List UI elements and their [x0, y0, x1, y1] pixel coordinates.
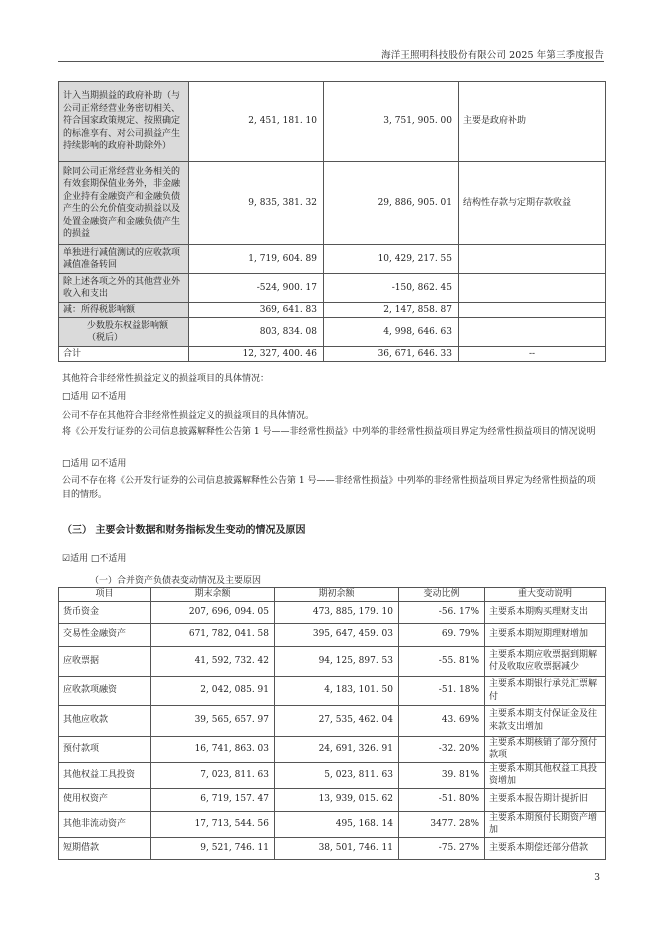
item-name: 交易性金融资产: [59, 623, 151, 646]
item-name: 使用权资产: [59, 788, 151, 811]
change-note: 主要系本期购买理财支出: [485, 601, 606, 623]
change-ratio: -55. 81%: [399, 646, 485, 676]
table-row: [59, 601, 606, 623]
row-label: 单独进行减值测试的应收款项减值准备转回: [59, 245, 189, 274]
end-balance: 7, 023, 811. 63: [151, 762, 275, 788]
ytd-value: -150, 862. 45: [324, 274, 459, 303]
row-note: [459, 318, 606, 347]
table-row: [59, 623, 606, 646]
table-row: [59, 676, 606, 705]
end-balance: 671, 782, 041. 58: [151, 623, 275, 646]
table-row: [59, 318, 606, 347]
other-items-statement: 公司不存在其他符合非经常性损益定义的损益项目的具体情况。: [62, 411, 315, 421]
change-note: 主要系本期应收票据到期解付及收取应收票据减少: [485, 646, 606, 676]
current-period-value: -524, 900. 17: [189, 274, 324, 303]
end-balance: 39, 565, 657. 97: [151, 705, 275, 736]
change-ratio: -75. 27%: [399, 837, 485, 859]
row-note: [459, 245, 606, 274]
ytd-value: 2, 147, 858. 87: [324, 303, 459, 318]
end-balance: 2, 042, 085. 91: [151, 676, 275, 705]
end-balance: 16, 741, 863. 03: [151, 736, 275, 762]
table-header-row: [59, 588, 606, 602]
item-name: 应收款项融资: [59, 676, 151, 705]
column-header: 项目: [59, 588, 151, 602]
end-balance: 41, 592, 732. 42: [151, 646, 275, 676]
total-row: [59, 347, 606, 362]
change-ratio: 3477. 28%: [399, 811, 485, 837]
change-note: 主要系本期预付长期资产增加: [485, 811, 606, 837]
change-note: 主要系本报告期计提折旧: [485, 788, 606, 811]
row-note: [459, 274, 606, 303]
balance-sheet-subheading: （一）合并资产负债表变动情况及主要原因: [90, 576, 262, 586]
reclassification-statement: 公司不存在将《公开发行证券的公司信息披露解释性公告第 1 号——非经常性损益》中列举的非经常性损益项目界定为经常性损益的项目的情形。: [62, 476, 596, 500]
applicable-checkbox-3: ☑适用 □不适用: [62, 554, 127, 564]
column-header: 期末余额: [151, 588, 275, 602]
begin-balance: 495, 168. 14: [275, 811, 399, 837]
change-ratio: -51. 80%: [399, 788, 485, 811]
change-ratio: 69. 79%: [399, 623, 485, 646]
balance-sheet-change-table: [58, 587, 606, 860]
end-balance: 9, 521, 746. 11: [151, 837, 275, 859]
table-row: [59, 82, 606, 162]
item-name: 其他应收款: [59, 705, 151, 736]
change-ratio: -51. 18%: [399, 676, 485, 705]
change-note: 主要系本期核销了部分预付款项: [485, 736, 606, 762]
table-row: [59, 705, 606, 736]
change-ratio: -56. 17%: [399, 601, 485, 623]
report-header-title: 海洋王照明科技股份有限公司 2025 年第三季度报告: [381, 50, 604, 61]
row-note: 主要是政府补助: [459, 82, 606, 162]
applicable-checkbox-2: □适用 ☑不适用: [62, 459, 127, 469]
end-balance: 17, 713, 544. 56: [151, 811, 275, 837]
header-divider: [58, 61, 604, 62]
item-name: 应收票据: [59, 646, 151, 676]
table-row: [59, 303, 606, 318]
begin-balance: 5, 023, 811. 63: [275, 762, 399, 788]
row-label: 合计: [59, 347, 189, 362]
table-row: [59, 811, 606, 837]
row-label: 少数股东权益影响额（税后）: [59, 318, 189, 347]
current-period-value: 1, 719, 604. 89: [189, 245, 324, 274]
current-period-value: 9, 835, 381. 32: [189, 162, 324, 245]
begin-balance: 24, 691, 326. 91: [275, 736, 399, 762]
change-ratio: 43. 69%: [399, 705, 485, 736]
current-period-value: 803, 834. 08: [189, 318, 324, 347]
column-header: 变动比例: [399, 588, 485, 602]
change-note: 主要系本期其他权益工具投资增加: [485, 762, 606, 788]
ytd-value: 29, 886, 905. 01: [324, 162, 459, 245]
row-label: 减：所得税影响额: [59, 303, 189, 318]
ytd-value: 10, 429, 217. 55: [324, 245, 459, 274]
begin-balance: 13, 939, 015. 62: [275, 788, 399, 811]
other-items-intro: 其他符合非经常性损益定义的损益项目的具体情况：: [62, 374, 270, 384]
table-row: [59, 646, 606, 676]
change-note: 主要系本期银行承兑汇票解付: [485, 676, 606, 705]
row-note: 结构性存款与定期存款收益: [459, 162, 606, 245]
applicable-checkbox-1: □适用 ☑不适用: [62, 392, 127, 402]
table-row: [59, 245, 606, 274]
begin-balance: 27, 535, 462. 04: [275, 705, 399, 736]
table-row: [59, 162, 606, 245]
current-period-value: 12, 327, 400. 46: [189, 347, 324, 362]
column-header: 期初余额: [275, 588, 399, 602]
section-title: （三） 主要会计数据和财务指标发生变动的情况及原因: [62, 525, 306, 536]
item-name: 其他非流动资产: [59, 811, 151, 837]
change-ratio: 39. 81%: [399, 762, 485, 788]
item-name: 货币资金: [59, 601, 151, 623]
current-period-value: 2, 451, 181. 10: [189, 82, 324, 162]
change-note: 主要系本期偿还部分借款: [485, 837, 606, 859]
table-row: [59, 736, 606, 762]
change-note: 主要系本期短期理财增加: [485, 623, 606, 646]
end-balance: 207, 696, 094. 05: [151, 601, 275, 623]
change-note: 主要系本期支付保证金及往来款支出增加: [485, 705, 606, 736]
row-label: 除同公司正常经营业务相关的有效套期保值业务外，非金融企业持有金融资产和金融负债产生的公允价值变动损益以及处置金融资产和金融负债产生的损益: [59, 162, 189, 245]
page-number: 3: [594, 873, 600, 883]
begin-balance: 395, 647, 459. 03: [275, 623, 399, 646]
ytd-value: 3, 751, 905. 00: [324, 82, 459, 162]
begin-balance: 94, 125, 897. 53: [275, 646, 399, 676]
row-note: [459, 303, 606, 318]
ytd-value: 36, 671, 646. 33: [324, 347, 459, 362]
table-row: [59, 837, 606, 859]
current-period-value: 369, 641. 83: [189, 303, 324, 318]
item-name: 短期借款: [59, 837, 151, 859]
table-row: [59, 788, 606, 811]
table-row: [59, 762, 606, 788]
begin-balance: 473, 885, 179. 10: [275, 601, 399, 623]
ytd-value: 4, 998, 646. 63: [324, 318, 459, 347]
row-label: 计入当期损益的政府补助（与公司正常经营业务密切相关、符合国家政策规定、按照确定的标准享有、对公司损益产生持续影响的政府补助除外）: [59, 82, 189, 162]
end-balance: 6, 719, 157. 47: [151, 788, 275, 811]
item-name: 其他权益工具投资: [59, 762, 151, 788]
row-label: 除上述各项之外的其他营业外收入和支出: [59, 274, 189, 303]
non-recurring-gains-table: [58, 81, 606, 362]
table-row: [59, 274, 606, 303]
reclassification-explanation-heading: 将《公开发行证券的公司信息披露解释性公告第 1 号——非经常性损益》中列举的非经常性损益项目界定为经常性损益项目的情况说明: [62, 427, 596, 437]
column-header: 重大变动说明: [485, 588, 606, 602]
change-ratio: -32. 20%: [399, 736, 485, 762]
item-name: 预付款项: [59, 736, 151, 762]
begin-balance: 4, 183, 101. 50: [275, 676, 399, 705]
row-note: --: [459, 347, 606, 362]
begin-balance: 38, 501, 746. 11: [275, 837, 399, 859]
